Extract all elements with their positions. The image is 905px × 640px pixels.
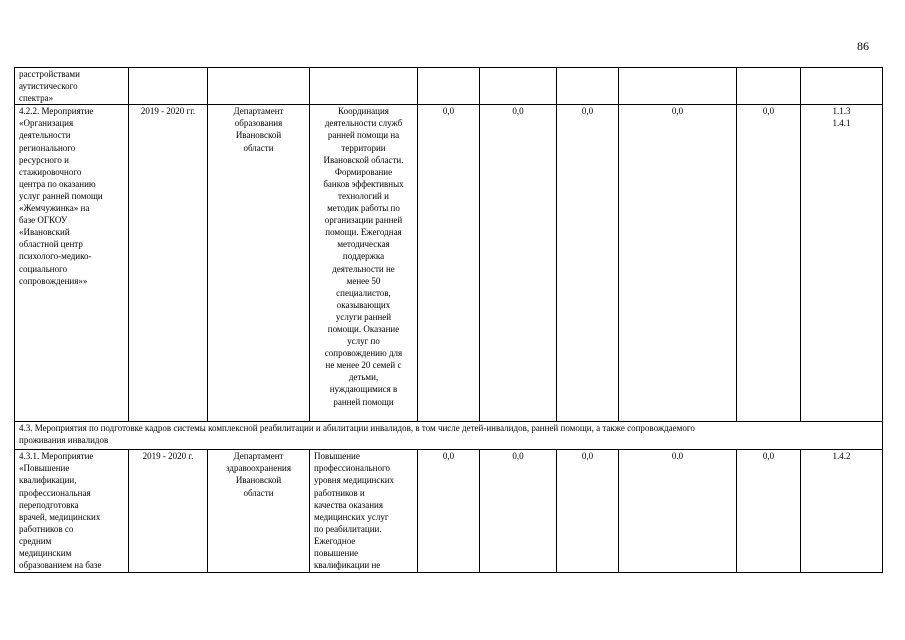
result-cell: Координация деятельности служб ранней помощи на территории Ивановской области. Формирование банков эффективных технологий и методик работы по организации ранней помощи. Ежегодная методическая поддержка деятельности не менее 50 специалистов, оказывающих услуги ранней помощи. Оказание услуг по сопровождению для не менее 20 семей с детьми, нуждающимися в ранней помощи	[310, 105, 418, 422]
section-heading: 4.3. Мероприятия по подготовке кадров системы комплексной реабилитации и абилитации инвалидов, в том числе детей-инвалидов, ранней помощи, а также сопровождаемого проживания инвалидов	[15, 422, 883, 450]
value-cell: 0,0	[619, 105, 737, 422]
value-cell: 0,0	[418, 450, 480, 573]
table-row	[15, 450, 883, 573]
value-cell: 0,0	[418, 105, 480, 422]
event-cell: расстройствами аутистического спектра»	[15, 68, 129, 105]
value-cell: 0,0	[557, 105, 619, 422]
executor-cell: Департамент образования Ивановской области	[208, 105, 310, 422]
indicator-cell: 1.1.3 1.4.1	[801, 105, 883, 422]
indicator-cell	[801, 68, 883, 105]
period-cell	[129, 68, 208, 105]
value-cell	[619, 68, 737, 105]
table-row	[15, 68, 883, 105]
value-cell: 0,0	[737, 105, 801, 422]
value-cell: 0,0	[737, 450, 801, 573]
measures-table	[14, 67, 883, 573]
value-cell: 0,0	[557, 450, 619, 573]
table-row	[15, 105, 883, 422]
value-cell: 0,0	[480, 450, 557, 573]
executor-cell	[208, 68, 310, 105]
section-heading-row	[15, 422, 883, 450]
value-cell	[737, 68, 801, 105]
executor-cell: Департамент здравоохранения Ивановской области	[208, 450, 310, 573]
value-cell: 0,0	[480, 105, 557, 422]
indicator-cell: 1.4.2	[801, 450, 883, 573]
result-cell: Повышение профессионального уровня медицинских работников и качества оказания медицинских услуг по реабилитации. Ежегодное повышение квалификации не	[310, 450, 418, 573]
value-cell	[480, 68, 557, 105]
period-cell: 2019 - 2020 гг.	[129, 105, 208, 422]
value-cell	[418, 68, 480, 105]
result-cell	[310, 68, 418, 105]
page-number: 86	[857, 39, 869, 53]
event-cell: 4.2.2. Мероприятие «Организация деятельности регионального ресурсного и стажировочного центра по оказанию услуг ранней помощи «Жемчужинка» на базе ОГКОУ «Ивановский областной центр психолого-медико- социального сопровождения»»	[15, 105, 129, 422]
value-cell: 0.0	[619, 450, 737, 573]
event-cell: 4.3.1. Мероприятие «Повышение квалификации, профессиональная переподготовка врачей, медицинских работников со средним медицинским образованием на базе	[15, 450, 129, 573]
value-cell	[557, 68, 619, 105]
period-cell: 2019 - 2020 г.	[129, 450, 208, 573]
